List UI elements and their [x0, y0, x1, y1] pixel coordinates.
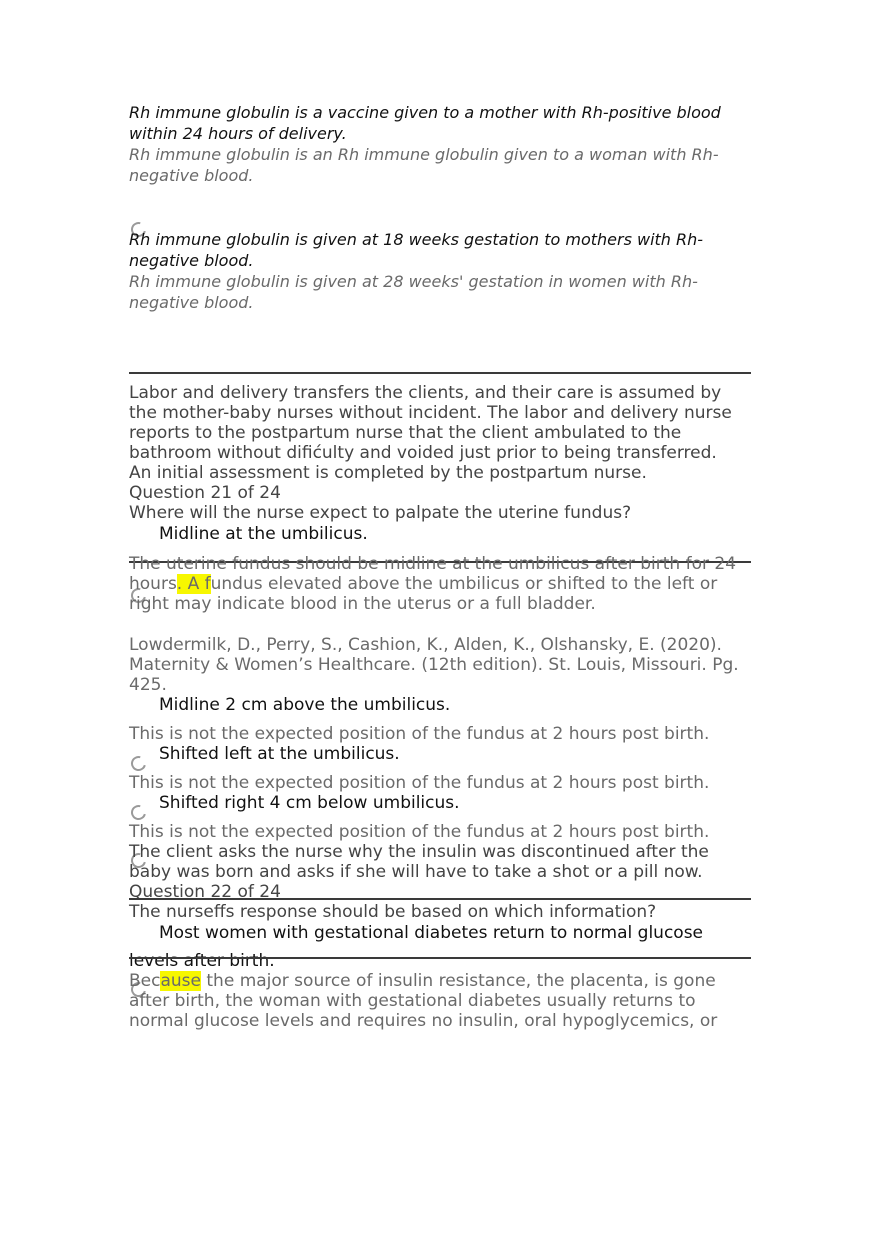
question-prompt: Where will the nurse expect to palpate the uterine fundus? — [129, 503, 632, 523]
q21-scenario-line: the mother-baby nurses without incident. The labor and delivery nurse — [129, 403, 732, 423]
q21-feedback-3: This is not the expected position of the fundus at 2 hours post birth. — [129, 773, 710, 793]
q20-feedback-a-line2: negative blood. — [129, 166, 254, 185]
q22-feedback-1-line2: after birth, the woman with gestational diabetes usually returns to — [129, 991, 696, 1011]
highlighted-text: ause — [160, 971, 201, 991]
q22-scenario-line: The client asks the nurse why the insulin was discontinued after the — [129, 842, 709, 862]
q22-feedback-1-line3: normal glucose levels and requires no insulin, oral hypoglycemics, or — [129, 1011, 718, 1031]
q20-option-b-line1: Rh immune globulin is given at 18 weeks gestation to mothers with Rh- — [129, 230, 704, 249]
q20-feedback-b-line2: negative blood. — [129, 293, 254, 312]
q21-option-3[interactable]: Shifted left at the umbilicus. — [159, 744, 400, 764]
feedback-text: the major source of insulin resistance, the placenta, is gone — [200, 971, 716, 991]
q21-option-1[interactable]: Midline at the umbilicus. — [159, 524, 368, 544]
q20-option-a-line1: Rh immune globulin is a vaccine given to a mother with Rh-positive blood — [129, 103, 721, 122]
section-divider — [129, 372, 751, 374]
q22-scenario-line: baby was born and asks if she will have to take a shot or a pill now. — [129, 862, 703, 882]
feedback-text: Bec — [129, 971, 161, 991]
feedback-text: hours — [129, 574, 177, 594]
reference-line: 425. — [129, 675, 167, 695]
section-divider — [129, 898, 751, 900]
q22-feedback-1-line1 — [129, 971, 716, 991]
q21-feedback-4: This is not the expected position of the fundus at 2 hours post birth. — [129, 822, 710, 842]
q21-scenario-line: An initial assessment is completed by the postpartum nurse. — [129, 463, 647, 483]
q20-option-a-line2: within 24 hours of delivery. — [129, 124, 347, 143]
q21-feedback-1-line2 — [129, 574, 717, 594]
q21-option-2[interactable]: Midline 2 cm above the umbilicus. — [159, 695, 451, 715]
radio-button[interactable] — [128, 802, 148, 822]
question-prompt: The nurseffs response should be based on which information? — [129, 902, 657, 922]
radio-button[interactable] — [128, 753, 148, 773]
q22-option-1-line1[interactable]: Most women with gestational diabetes return to normal glucose — [159, 923, 704, 943]
q21-scenario-line: Labor and delivery transfers the clients, and their care is assumed by — [129, 383, 722, 403]
feedback-text: undus elevated above the umbilicus or shifted to the left or — [210, 574, 718, 594]
q22-option-1-line2[interactable]: levels after birth. — [129, 951, 275, 971]
reference-line: Maternity & Women’s Healthcare. (12th edition). St. Louis, Missouri. Pg. — [129, 655, 739, 675]
q21-scenario-line: bathroom without difićulty and voided just prior to being transferred. — [129, 443, 717, 463]
q21-feedback-1-line1: The uterine fundus should be midline at the umbilicus after birth for 24 — [129, 554, 737, 574]
q21-feedback-1-line3: right may indicate blood in the uterus or a full bladder. — [129, 594, 596, 614]
option-divider — [129, 957, 751, 959]
q21-option-4[interactable]: Shifted right 4 cm below umbilicus. — [159, 793, 460, 813]
q21-feedback-2: This is not the expected position of the fundus at 2 hours post birth. — [129, 724, 710, 744]
reference-line: Lowdermilk, D., Perry, S., Cashion, K., Alden, K., Olshansky, E. (2020). — [129, 635, 722, 655]
q20-feedback-a-line1: Rh immune globulin is an Rh immune globulin given to a woman with Rh- — [129, 145, 719, 164]
highlighted-text: . A f — [176, 574, 211, 594]
question-counter: Question 21 of 24 — [129, 483, 281, 503]
q21-scenario-line: reports to the postpartum nurse that the client ambulated to the — [129, 423, 682, 443]
q20-option-b-line2: negative blood. — [129, 251, 254, 270]
q20-feedback-b-line1: Rh immune globulin is given at 28 weeks' gestation in women with Rh- — [129, 272, 698, 291]
question-counter: Question 22 of 24 — [129, 882, 281, 902]
